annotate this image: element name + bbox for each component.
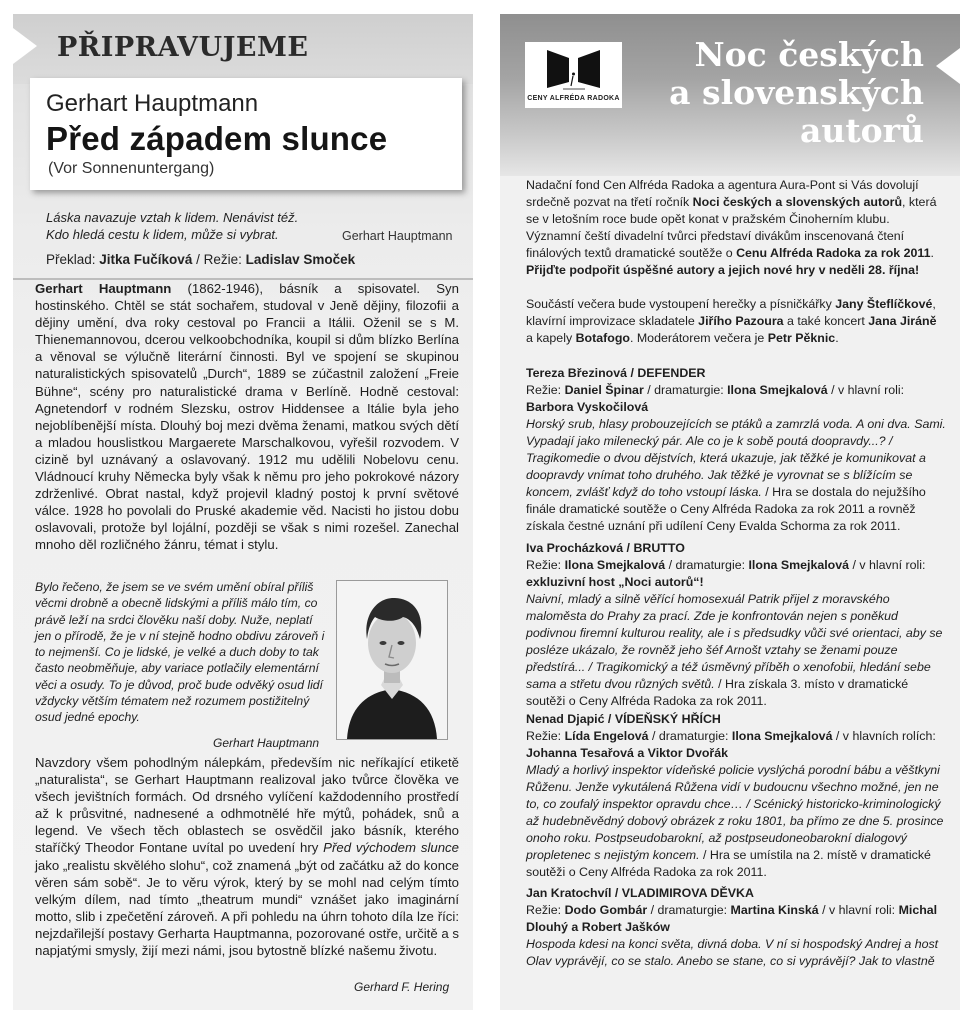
perf-text-g: a kapely [526, 331, 576, 345]
event-title-line3: autorů [799, 111, 924, 150]
intro-text-e: . [930, 246, 934, 260]
bio-author-name: Gerhart Hauptmann [35, 281, 172, 296]
crew-director: Ilona Smejkalová [564, 558, 666, 572]
crew-lead: Barbora Vyskočilová [526, 400, 649, 414]
crew-label: / v hlavní roli: [849, 558, 926, 572]
event-intro [526, 177, 946, 279]
crew-lead: exkluzivní host „Noci autorů“! [526, 575, 704, 589]
play-synopsis: Horský srub, hlasy probouzejících se ptáků a zamrzlá voda. A oni dva. Sami. Vypadají jako milenecký pár. Ale co je k sobě poutá doopravdy...? / Tragikomedie o dvou dějstvích, která ukazuje, jak těžké je komunikovat a doopravdy vnímat toho druhého. Jak těžké je vyrovnat se s blížícím se koncem, zvlášť když do toho vstoupí láska. [526, 417, 946, 499]
intro-event-name: Noci českých a slovenských autorů [692, 195, 903, 209]
crew-label: / dramaturgie: [643, 383, 728, 397]
right-arrow-marker [936, 48, 960, 84]
play-heading [526, 885, 946, 902]
bio-text: (1862-1946), básník a spisovatel. Syn hostinského. Chtěl se stát sochařem, studoval v Jeně dějiny, filozofii a dějiny umění, dva roky cestoval po Francii a Itálii. Oženil se s M. Thienemannovou, dcerou velkoobchodníka, koupil si dům blízko Berlína a věnoval se výlučně literární činnosti. Byl ve spojení se skupinou naturalistických spisovatelů „Durch“, 1889 se zúčastnil založení „Freie Bühne“, scény pro naturalistické drama v Berlíně. Hodně cestoval: Agnetendorf v rodném Slezsku, ostrov Hiddensee a Itálie byla jeho nejoblíbenější místa. Dlouhý boj mezi dvěma ženami, matkou svých dětí a mladou houslistkou Margaerete Marschalkovou, vyřešil rozvodem. V cizině byl uznávaný a oslavovaný. 1912 mu udělili Nobelovu cenu. Vládnoucí kruhy Německa byly však k němu pro jeho pokrokové názory zdrženlivé. Obrat nastal, když projevil kladný postoj k první světové válce. 1928 ho povolali do Pruské akademie věd. Nacisti ho jistou dobu oslavovali, protože byl lojální, později se však s nimi rozešel. Zanechal mnoho děl rozličného žánru, témat i stylu. [35, 281, 459, 553]
event-title-line1: Noc českých [694, 35, 924, 74]
crew-dramaturg: Ilona Smejkalová [727, 383, 828, 397]
crew-label: / v hlavní roli: [827, 383, 905, 397]
play-entry [526, 885, 946, 970]
play-description [526, 591, 946, 710]
play-crew [526, 902, 946, 936]
crew-label: / v hlavní roli: [818, 903, 899, 917]
intro-text-a: Nadační fond Cen Alfréda Radoka a agentura Aura-Pont si Vás dovolují srdečně pozvat na třetí ročník [526, 178, 919, 209]
play-entry [526, 711, 946, 881]
crew-label: Režie: [526, 729, 565, 743]
play-author: Nenad Djapić / [526, 712, 615, 726]
essay-part1: Navzdory všem pohodlným nálepkám, především nic neříkající etiketě „naturalista“, se Gerhart Hauptmann realizoval jako tvůrce člověka ve všech jevištních formách. Od drsného vylíčení každodenního prostředí až k průsvitné, nadnesené a odhmotnělé hře mýtů, pohádek, snů a legend. Ve všech těch oblastech se osvědčil jako básník, kterého staříčký Theodor Fontane uvítal po uvedení hry [35, 755, 459, 856]
event-title-line2: a slovenských [669, 73, 924, 112]
crew-lead: Johanna Tesařová a Viktor Dvořák [526, 746, 729, 760]
crew-lead: Michal Dlouhý a Robert Jašków [526, 903, 938, 934]
crew-label: / dramaturgie: [665, 558, 749, 572]
intro-call-to-action: Přijďte podpořit úspěšné autory a jejich nové hry v neděli 28. října! [526, 263, 920, 277]
perf-pianist: Jiřího Pazoura [698, 314, 784, 328]
play-heading [526, 365, 946, 382]
play-original-title: (Vor Sonnenuntergang) [48, 160, 215, 177]
opening-quote-line1: Láska navazuje vztah k lidem. Nenávist též. [46, 210, 299, 225]
perf-text-a: Součástí večera bude vystoupení herečky a písničkářky [526, 297, 836, 311]
left-article [13, 14, 473, 1010]
crew-label: Režie: [526, 383, 565, 397]
essay-text [35, 754, 459, 959]
crew-director: Daniel Špinar [564, 383, 644, 397]
play-award-note: / Hra se dostala do nejužšího finále dramatické soutěže o Ceny Alfréda Radoka za rok 2011 a rovněž získala čestné uznání při udílení Ceny Evalda Schorma za rok 2011. [526, 485, 926, 533]
perf-text-e: a také koncert [783, 314, 869, 328]
crew-label: / dramaturgie: [648, 729, 732, 743]
crew-dramaturg: Ilona Smejkalová [748, 558, 850, 572]
play-author: Iva Procházková / [526, 541, 634, 555]
play-synopsis: Naivní, mladý a silně věřící homosexuál Patrik přijel z moravského maloměsta do Prahy za prací. Zde je konfrontován nejen s poněkud podivnou firemní kulturou reality, ale i s předsudky vůči své orientaci, aby se posléze ukázalo, že rovněž jeho šéf Arnošt vztahy se ženami pouze předstírá... / Tragikomický a též úsměvný příběh o xenofobii, hledání sebe sama a střetu dvou různých světů. [526, 592, 943, 691]
play-title: VLADIMIROVA DĚVKA [621, 886, 754, 900]
play-heading [526, 711, 946, 728]
play-title: BRUTTO [633, 541, 685, 555]
crew-label: / dramaturgie: [647, 903, 731, 917]
event-performers [526, 296, 946, 347]
opening-quote-attribution: Gerhart Hauptmann [342, 229, 453, 243]
play-synopsis: Mladý a horlivý inspektor vídeňské policie vyslýchá porodní bábu a věštkyni Růženu. Jenže vykutálená Růžena vidí v budoucnu všechno možné, jen ne to, co zoufalý inspektor opravdu chce… / Scénický historicko-kriminologický až hudebněvědný dobový obrázek z roku 1801, ba přímo ze dne 5. prosince onoho roku. Postpseudobarokní, až postpseudoneobarokní dialogový propletenec s nejistým koncem. [526, 763, 944, 862]
play-author: Jan Kratochvíl / [526, 886, 622, 900]
crew-dramaturg: Martina Kinská [730, 903, 819, 917]
perf-band: Botafogo [575, 331, 630, 345]
perf-moderator: Petr Pěknic [767, 331, 836, 345]
perf-text-i: . Moderátorem večera je [629, 331, 768, 345]
play-title-card [30, 78, 462, 190]
play-description [526, 762, 946, 881]
radok-awards-logo [525, 42, 622, 108]
play-heading [526, 540, 946, 557]
opening-quote-line2: Kdo hledá cestu k lidem, může si vybrat. [46, 227, 279, 242]
right-article [500, 14, 960, 1010]
author-quote: Bylo řečeno, že jsem se ve svém umění obíral příliš věcmi drobně a obecně lidskými a příliš málo tím, co právě leží na srdci člověku naší doby. Nuže, neplatí jen o přírodě, že je v ní stejně hodno obdivu zároveň i to nejmenší. Co je lidské, je velké a duch doby to tak často neobměňuje, aby variace potlačily elementární věci a osudy. To je důvod, proč bude odvěký osud lidí vždycky větším tématem než rozumem postižitelný osud jedné epochy. [35, 580, 325, 725]
intro-award-name: Cenu Alfréda Radoka za rok 2011 [736, 246, 931, 260]
play-entry [526, 540, 946, 710]
crew-director: Dodo Gombár [564, 903, 648, 917]
crew-dramaturg: Ilona Smejkalová [731, 729, 833, 743]
play-title: Před západem slunce [46, 120, 388, 157]
play-award-note: / Hra získala 3. místo v dramatické soutěži o Ceny Alfréda Radoka za rok 2011. [526, 677, 909, 708]
opening-quote [46, 209, 346, 243]
play-entry [526, 365, 946, 535]
crew-label: / v hlavních rolích: [832, 729, 936, 743]
perf-text-c: , klavírní improvizace skladatele [526, 297, 936, 328]
section-kicker: PŘIPRAVUJEME [57, 32, 309, 63]
essay-part2: jako „realistu skvělého slohu“, což znamená „být od začátku až do konce věren sám sobě“. Je to věru výrok, který by se mohl nad celým tímto velkým dílem, nad tímto „theatrum mundi“ vznášet jako imaginární motto, slib i zpečetění zároveň. A při pohledu na úhrn tohoto díla lze říci: nejzdařilejší postavy Gerharta Hauptmanna, pozorované ostře, určitě a s napjatými smysly, žijí mezi námi, jsou bytostně blízké našemu životu. [35, 857, 459, 959]
essay-attribution: Gerhard F. Hering [354, 980, 450, 994]
crew-label: Režie: [526, 903, 565, 917]
perf-singer: Jany Šteflíčkové [835, 297, 933, 311]
play-title: VÍDEŇSKÝ HŘÍCH [614, 712, 721, 726]
play-author: Tereza Březinová / [526, 366, 638, 380]
perf-text-k: . [835, 331, 839, 345]
translation-label: Překlad: [46, 252, 100, 267]
perf-concert-artist: Jana Jiráně [868, 314, 937, 328]
crew-label: Režie: [526, 558, 565, 572]
left-arrow-marker [13, 28, 37, 64]
director-label: / Režie: [192, 252, 246, 267]
play-crew [526, 728, 946, 762]
author-quote-attribution: Gerhart Hauptmann [213, 736, 320, 750]
play-description [526, 416, 946, 535]
play-title: DEFENDER [637, 366, 706, 380]
crew-director: Lída Engelová [564, 729, 649, 743]
play-award-note: / Hra se umístila na 2. místě v dramatické soutěži o Ceny Alfréda Radoka za rok 2011. [526, 848, 931, 879]
author-biography [35, 280, 459, 554]
production-credits [46, 252, 355, 267]
play-crew [526, 382, 946, 416]
logo-wordmark: CENY ALFRÉDA RADOKA [527, 95, 620, 102]
translator-name: Jitka Fučíková [99, 252, 193, 267]
play-author: Gerhart Hauptmann [46, 90, 259, 117]
author-portrait-image [336, 580, 448, 740]
intro-text-c: , která se v letošním roce bude opět konat v pražském Činoherním klubu. Významní čeští divadelní tvůrci představí divákům inscenovaná čtení finálových textů dramatické soutěže o [526, 195, 937, 260]
event-title [624, 36, 924, 150]
play-synopsis: Hospoda kdesi na konci světa, divná doba. V ní si hospodský Andrej a host Olav vyprávějí, co se stalo. Anebo se stane, co si vyprávějí? Jak to vlastně [526, 937, 939, 968]
play-description [526, 936, 946, 970]
essay-play-title: Před východem slunce [323, 840, 459, 856]
director-name: Ladislav Smoček [245, 252, 356, 267]
play-crew [526, 557, 946, 591]
